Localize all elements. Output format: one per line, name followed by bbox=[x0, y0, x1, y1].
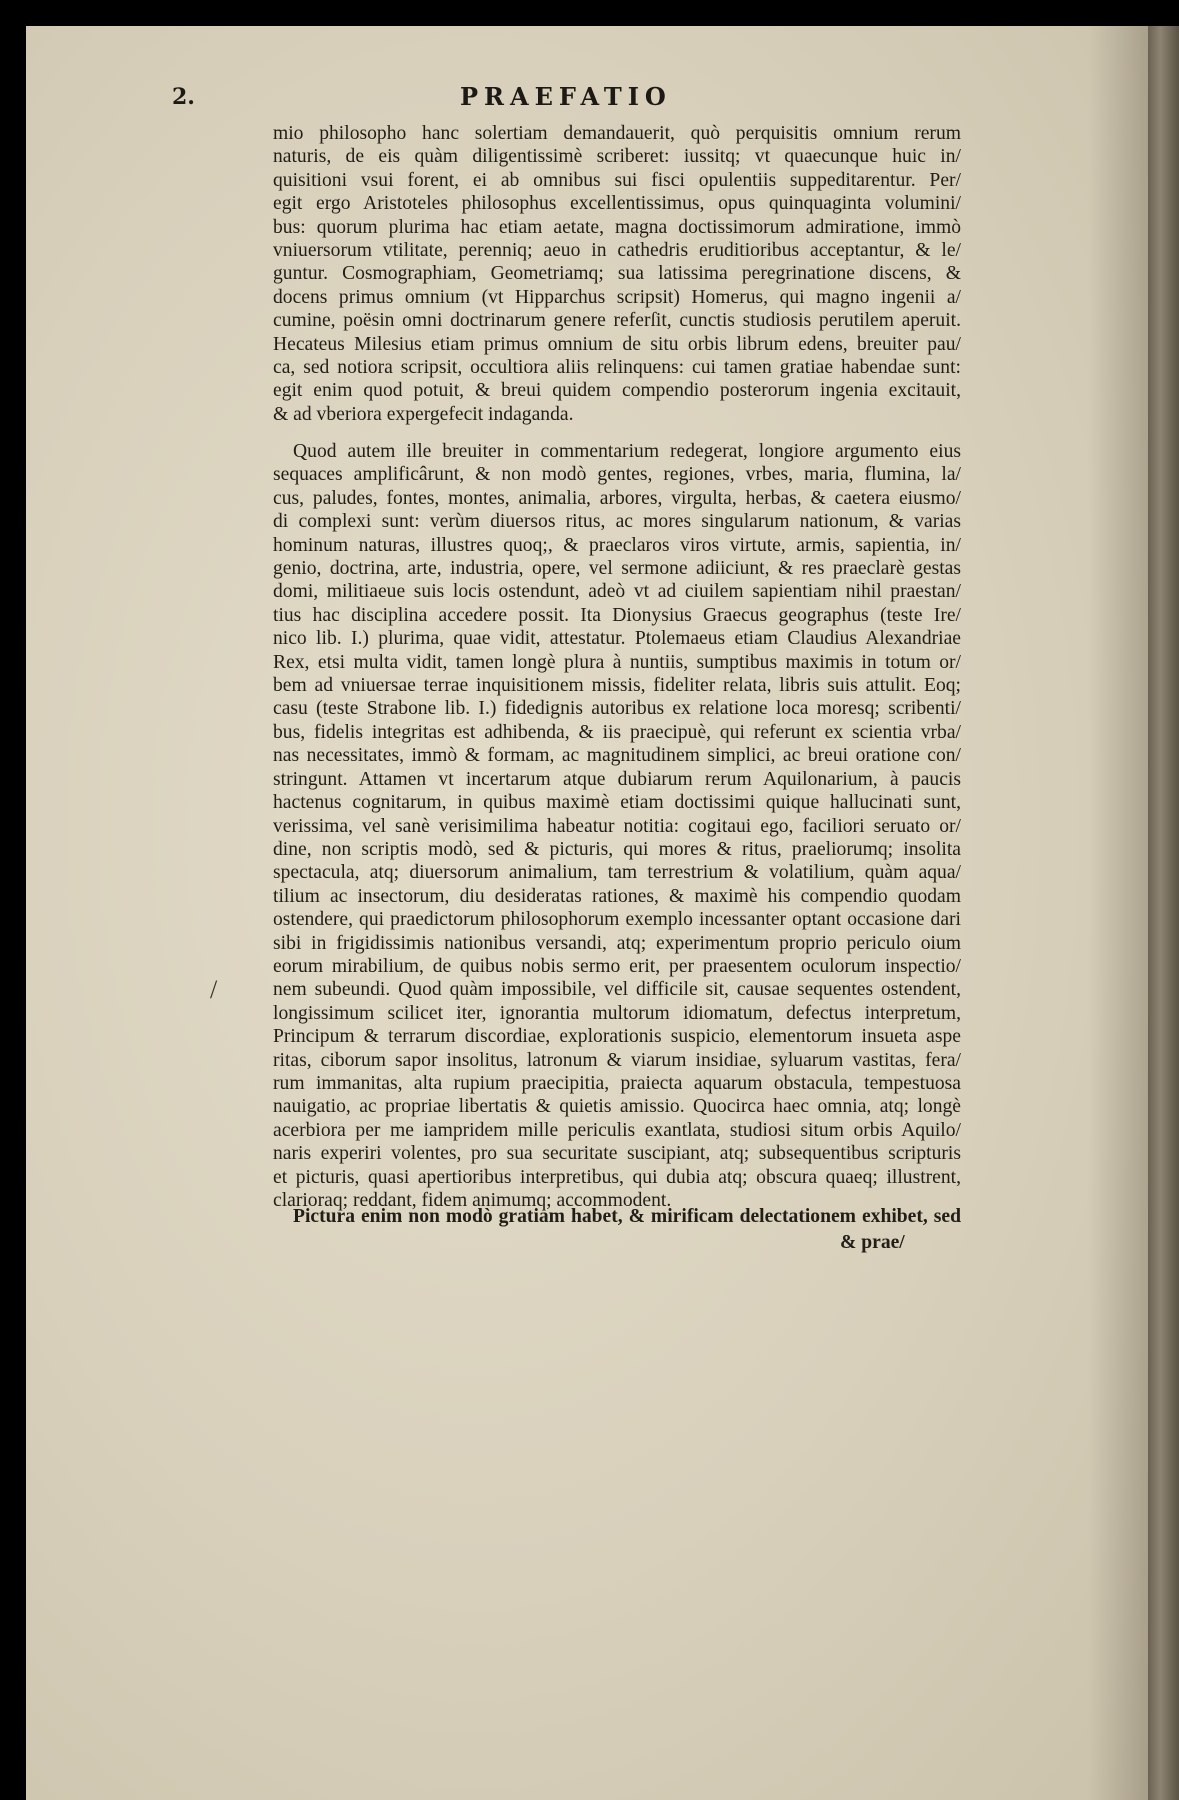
text-line: Rex, etsi multa vidit, tamen longè plura à nuntiis, sumptibus maximis in totum or/ bbox=[273, 651, 961, 673]
paragraph-3 bbox=[273, 1205, 961, 1228]
text-line: Principum & terrarum discordiae, explorationis suspicio, elementorum insueta aspe bbox=[273, 1026, 961, 1048]
text-line: dine, non scriptis modò, sed & picturis, qui mores & ritus, praeliorumq; insolita bbox=[273, 838, 961, 860]
text-line: rum immanitas, alta rupium praecipitia, praiecta aquarum obstacula, tempestuosa bbox=[273, 1072, 961, 1094]
text-line: stringunt. Attamen vt incertarum atque dubiarum rerum Aquilonarium, à paucis bbox=[273, 768, 961, 790]
text-line: & ad vberiora expergefecit indaganda. bbox=[273, 403, 574, 425]
paragraph-2 bbox=[273, 440, 961, 1212]
running-head: PRAEFATIO bbox=[460, 82, 672, 111]
text-line: naturis, de eis quàm diligentissimè scriberet: iussitq; vt quaecunque huic in/ bbox=[273, 146, 961, 168]
text-line: hominum naturas, illustres quoq;, & praeclaros viros virtute, armis, sapientia, in/ bbox=[273, 534, 961, 556]
text-line: casu (teste Strabone lib. I.) fidedignis autoribus ex relatione loca moresq; scribenti/ bbox=[273, 698, 961, 720]
text-line: longissimum scilicet iter, ignorantia multorum idiomatum, defectus interpretum, bbox=[273, 1002, 961, 1024]
text-line: bem ad vniuersae terrae inquisitionem missis, fideliter relata, libris suis attulit. Eoq; bbox=[273, 675, 961, 697]
text-line: cumine, poësin omni doctrinarum genere referſit, cunctis studiosis perutilem aperuit. bbox=[273, 310, 961, 332]
text-line: eorum mirabilium, de quibus nobis sermo erit, per praesentem oculorum inspectio/ bbox=[273, 955, 961, 977]
text-line: docens primus omnium (vt Hipparchus scripsit) Homerus, qui magno ingenii a/ bbox=[273, 286, 961, 308]
text-line: hactenus cognitarum, in quibus maximè etiam doctissimi quique hallucinati sunt, bbox=[273, 792, 961, 814]
page-number: 2. bbox=[172, 84, 195, 110]
text-line: tius hac disciplina accedere possit. Ita Dionysius Graecus geographus (teste Ire/ bbox=[273, 604, 961, 626]
text-line: Pictura enim non modò gratiam habet, & mirificam delectationem exhibet, sed bbox=[293, 1206, 961, 1227]
text-line: nem subeundi. Quod quàm impossibile, vel difficile sit, causae sequentes ostendent, bbox=[273, 979, 961, 1001]
paragraph-1 bbox=[273, 122, 961, 426]
text-line: ritas, ciborum sapor insolitus, latronum & viarum insidiae, syluarum vastitas, fera/ bbox=[273, 1049, 961, 1071]
text-line: clarioraq; reddant, fidem animumq; accommodent. bbox=[273, 1190, 672, 1211]
text-line: di complexi sunt: verùm diuersos ritus, ac mores singularum nationum, & varias bbox=[273, 511, 961, 533]
text-line: egit ergo Aristoteles philosophus excellentissimus, opus quinquaginta volumini/ bbox=[273, 193, 961, 215]
text-line: sibi in frigidissimis nationibus versandi, atq; experimentum proprio periculo oium bbox=[273, 932, 961, 954]
text-line: Quod autem ille breuiter in commentarium redegerat, longiore argumento eius bbox=[293, 441, 961, 462]
text-line: Hecateus Milesius etiam primus omnium de situ orbis librum edens, breuiter pau/ bbox=[273, 333, 961, 355]
margin-mark: / bbox=[210, 975, 218, 1004]
text-line: bus: quorum plurima hac etiam aetate, magna doctissimorum admiratione, immò bbox=[273, 216, 961, 238]
text-line: guntur. Cosmographiam, Geometriamq; sua latissima peregrinatione discens, & bbox=[273, 263, 961, 285]
text-line: spectacula, atq; diuersorum animalium, tam terrestrium & volatilium, quàm aqua/ bbox=[273, 862, 961, 884]
text-line: egit enim quod potuit, & breui quidem compendio posterorum ingenia excitauit, bbox=[273, 380, 961, 402]
text-line: ca, sed notiora scripsit, occultiora aliis relinquens: cui tamen gratiae habendae sunt: bbox=[273, 357, 961, 379]
catchword: & prae/ bbox=[840, 1232, 905, 1253]
text-line: verissima, vel sanè verisimilima habeatur notitia: cogitaui ego, faciliori seruato or/ bbox=[273, 815, 961, 837]
text-line: cus, paludes, fontes, montes, animalia, arbores, virgulta, herbas, & caetera eiusmo/ bbox=[273, 487, 961, 509]
text-line: nauigatio, ac propriae libertatis & quietis amissio. Quocirca haec omnia, atq; longè bbox=[273, 1096, 961, 1118]
text-line: naris experiri volentes, pro sua securitate suscipiant, atq; subsequentibus scripturis bbox=[273, 1143, 961, 1165]
text-line: mio philosopho hanc solertiam demandauerit, quò perquisitis omnium rerum bbox=[273, 123, 961, 144]
text-line: acerbiora per me iampridem mille periculis exantlata, studiosi situm orbis Aquilo/ bbox=[273, 1119, 961, 1141]
text-line: tilium ac insectorum, diu desideratas rationes, & maximè his compendio quodam bbox=[273, 885, 961, 907]
text-line: vniuersorum vtilitate, perenniq; aeuo in cathedris eruditioribus acceptantur, & le/ bbox=[273, 240, 961, 262]
text-line: et picturis, quasi apertioribus interpretibus, qui dubia atq; obscura quaeq; illustrent, bbox=[273, 1166, 961, 1188]
text-line: ostendere, qui praedictorum philosophorum exemplo incessanter optant occasione dari bbox=[273, 909, 961, 931]
text-line: domi, militiaeue suis locis ostendunt, adeò vt ad ciuilem sapientiam nihil praestan/ bbox=[273, 581, 961, 603]
gutter-shadow bbox=[1088, 26, 1148, 1800]
text-line: genio, doctrina, arte, industria, opere, vel sermone adiiciunt, & res praeclarè gestas bbox=[273, 558, 961, 580]
text-line: nico lib. I.) plurima, quae vidit, attestatur. Ptolemaeus etiam Claudius Alexandriae bbox=[273, 628, 961, 650]
text-line: nas necessitates, immò & formam, ac magnitudinem simplici, ac breui oratione con/ bbox=[273, 745, 961, 767]
text-line: quisitioni vsui forent, ei ab omnibus sui fisci opulentiis suppeditarentur. Per/ bbox=[273, 169, 961, 191]
text-line: bus, fidelis integritas est adhibenda, & iis praecipuè, qui referunt ex scientia vrba/ bbox=[273, 721, 961, 743]
text-line: sequaces amplificârunt, & non modò gentes, regiones, vrbes, maria, flumina, la/ bbox=[273, 464, 961, 486]
facing-page-edge bbox=[1148, 26, 1179, 1800]
